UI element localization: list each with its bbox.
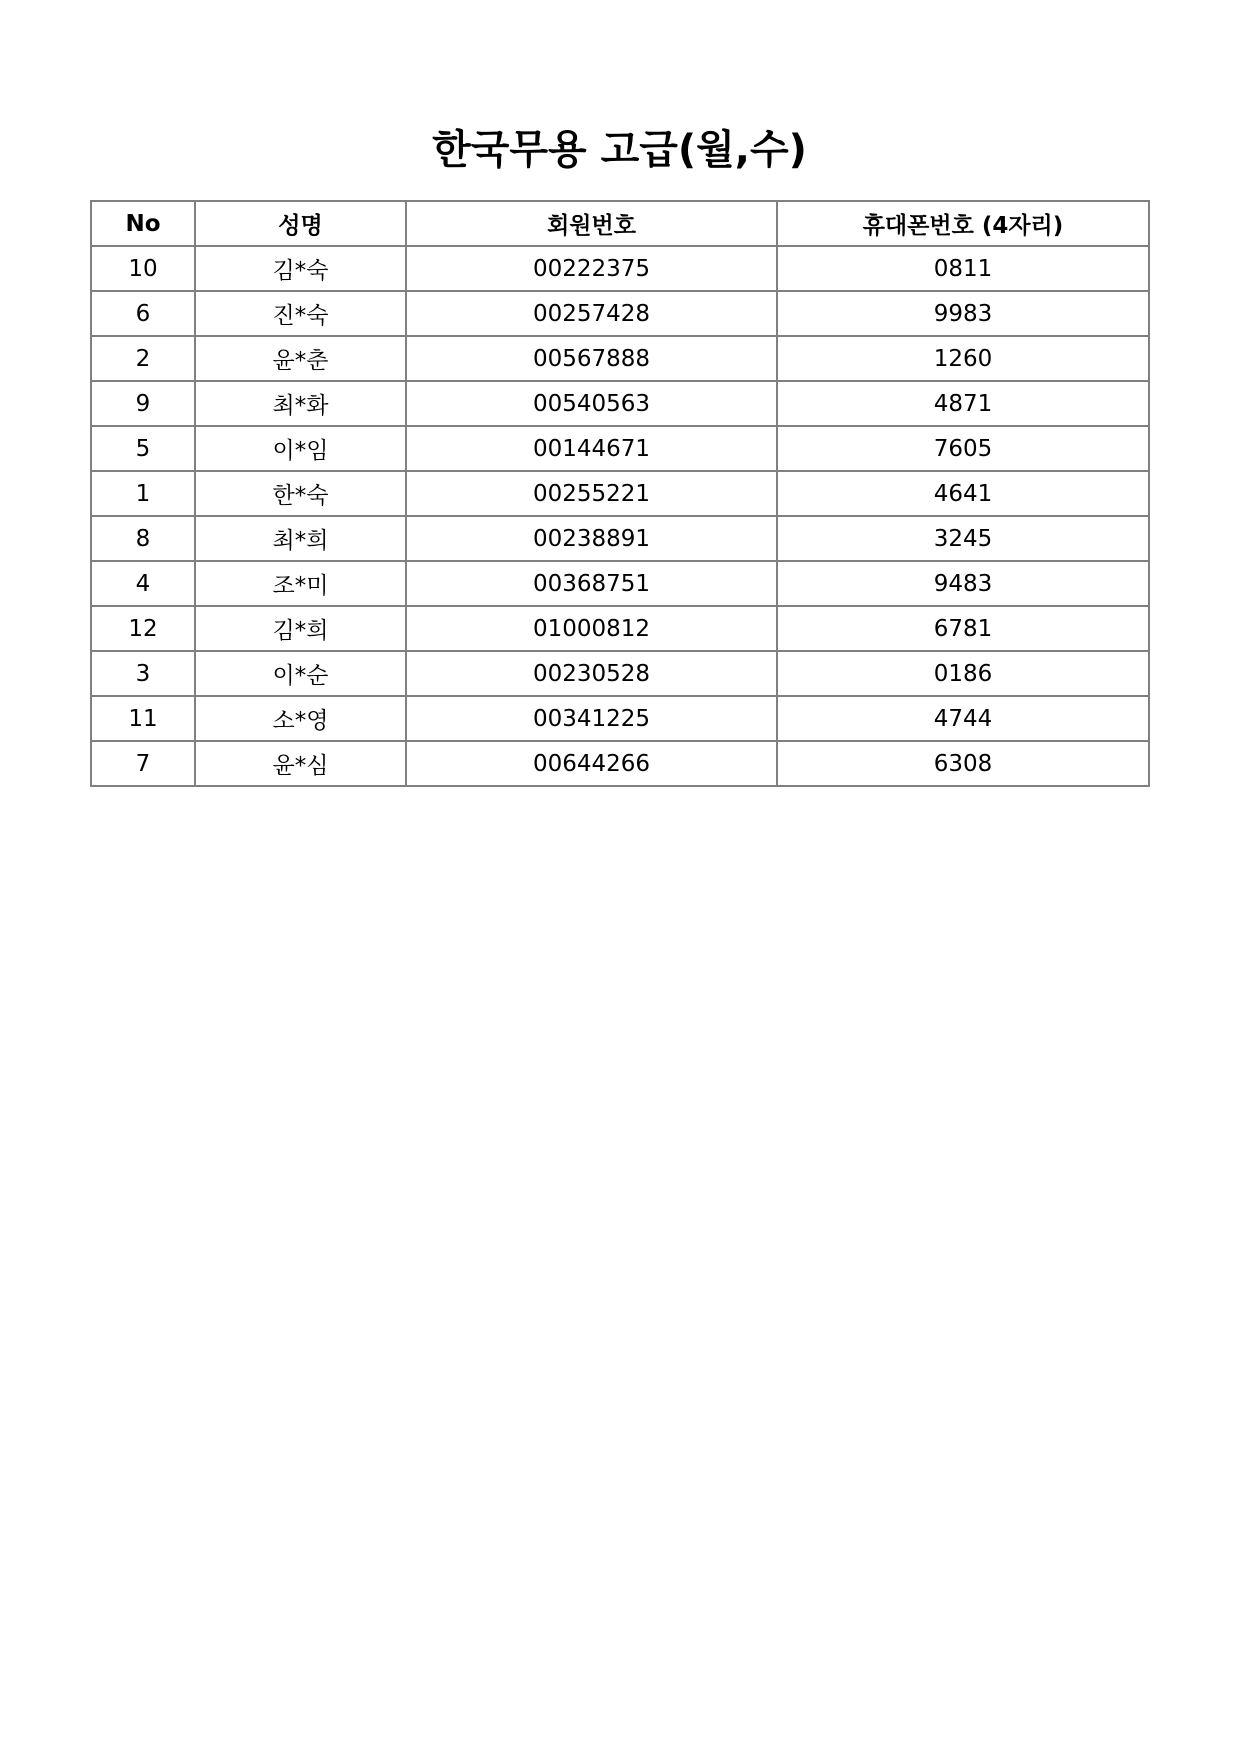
cell-phone: 1260 (777, 336, 1149, 381)
cell-phone: 0811 (777, 246, 1149, 291)
cell-no: 9 (91, 381, 195, 426)
cell-member-number: 00230528 (406, 651, 777, 696)
table-row (91, 426, 1149, 471)
cell-no: 8 (91, 516, 195, 561)
cell-name: 소*영 (195, 696, 406, 741)
cell-name: 이*임 (195, 426, 406, 471)
header-member-number: 회원번호 (406, 201, 777, 246)
cell-phone: 9983 (777, 291, 1149, 336)
cell-phone: 0186 (777, 651, 1149, 696)
cell-no: 5 (91, 426, 195, 471)
cell-member-number: 01000812 (406, 606, 777, 651)
cell-name: 윤*춘 (195, 336, 406, 381)
cell-name: 조*미 (195, 561, 406, 606)
cell-member-number: 00644266 (406, 741, 777, 786)
table-row (91, 741, 1149, 786)
cell-no: 6 (91, 291, 195, 336)
cell-name: 윤*심 (195, 741, 406, 786)
table-row (91, 516, 1149, 561)
table-row (91, 381, 1149, 426)
cell-name: 김*희 (195, 606, 406, 651)
cell-no: 11 (91, 696, 195, 741)
table-row (91, 246, 1149, 291)
cell-member-number: 00567888 (406, 336, 777, 381)
cell-name: 이*순 (195, 651, 406, 696)
cell-member-number: 00540563 (406, 381, 777, 426)
cell-phone: 7605 (777, 426, 1149, 471)
table-header-row (91, 201, 1149, 246)
cell-name: 최*희 (195, 516, 406, 561)
cell-no: 1 (91, 471, 195, 516)
table-row (91, 336, 1149, 381)
cell-no: 2 (91, 336, 195, 381)
table-row (91, 561, 1149, 606)
cell-member-number: 00144671 (406, 426, 777, 471)
cell-name: 진*숙 (195, 291, 406, 336)
table-row (91, 291, 1149, 336)
cell-no: 3 (91, 651, 195, 696)
cell-no: 12 (91, 606, 195, 651)
cell-phone: 4744 (777, 696, 1149, 741)
cell-name: 최*화 (195, 381, 406, 426)
page-title: 한국무용 고급(월,수) (432, 127, 807, 173)
cell-member-number: 00368751 (406, 561, 777, 606)
cell-phone: 4871 (777, 381, 1149, 426)
header-phone-last4: 휴대폰번호 (4자리) (777, 201, 1149, 246)
cell-phone: 6781 (777, 606, 1149, 651)
cell-member-number: 00341225 (406, 696, 777, 741)
cell-no: 7 (91, 741, 195, 786)
table-row (91, 696, 1149, 741)
cell-no: 10 (91, 246, 195, 291)
cell-phone: 4641 (777, 471, 1149, 516)
table-row (91, 606, 1149, 651)
cell-name: 한*숙 (195, 471, 406, 516)
table-row (91, 471, 1149, 516)
cell-phone: 9483 (777, 561, 1149, 606)
header-no: No (91, 201, 195, 246)
table-row (91, 651, 1149, 696)
cell-phone: 6308 (777, 741, 1149, 786)
cell-phone: 3245 (777, 516, 1149, 561)
cell-member-number: 00257428 (406, 291, 777, 336)
cell-member-number: 00255221 (406, 471, 777, 516)
cell-member-number: 00222375 (406, 246, 777, 291)
cell-member-number: 00238891 (406, 516, 777, 561)
member-table (90, 200, 1150, 787)
header-name: 성명 (195, 201, 406, 246)
cell-no: 4 (91, 561, 195, 606)
cell-name: 김*숙 (195, 246, 406, 291)
